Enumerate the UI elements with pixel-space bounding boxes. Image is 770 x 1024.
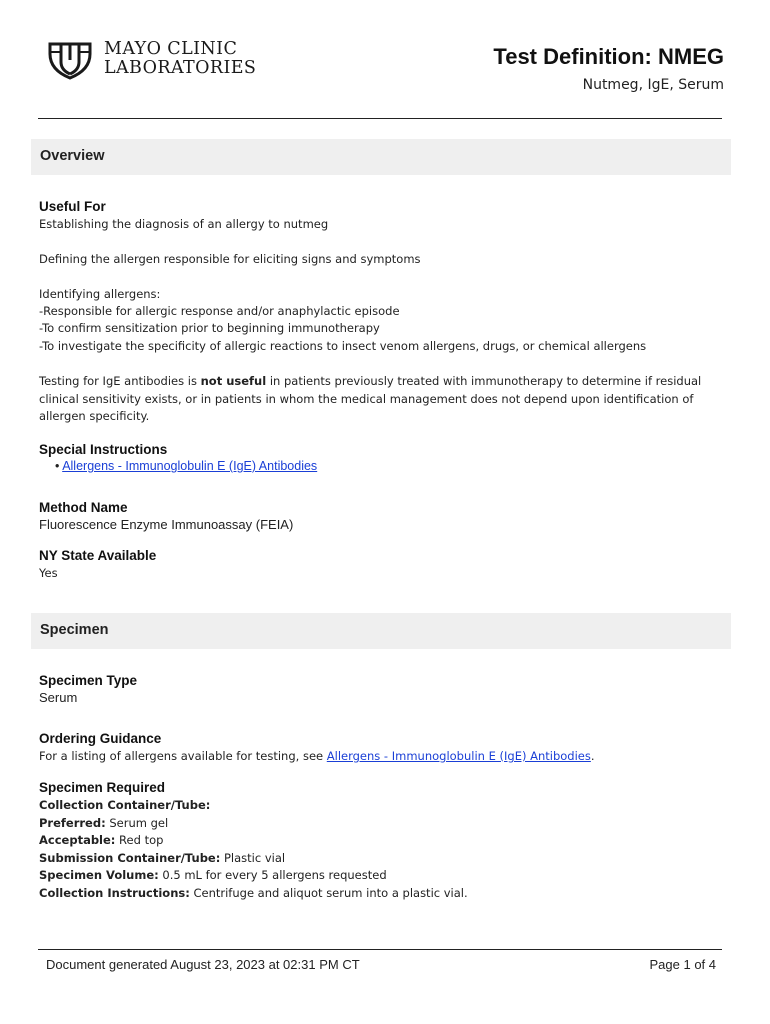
useful-for-line: Identifying allergens: bbox=[39, 287, 161, 301]
note-emphasis: not useful bbox=[200, 374, 267, 388]
field-label: Collection Instructions: bbox=[39, 886, 190, 900]
method-name-value: Fluorescence Enzyme Immunoassay (FEIA) bbox=[39, 517, 294, 532]
special-instructions-heading: Special Instructions bbox=[39, 442, 168, 457]
useful-for-line: Defining the allergen responsible for eliciting signs and symptoms bbox=[39, 252, 421, 266]
note-text: in patients previously treated with immunotherapy to determine if residual clinical sensitivity exists, or in patients in whom the medical management does not depend upon identification of allergen specificity. bbox=[39, 374, 702, 423]
footer-divider bbox=[38, 949, 722, 950]
useful-for-line: -To investigate the specificity of allergic reactions to insect venom allergens, drugs, or chemical allergens bbox=[39, 339, 647, 353]
ordering-guidance-post: . bbox=[590, 749, 595, 763]
method-name-heading: Method Name bbox=[39, 500, 128, 515]
field-value: Centrifuge and aliquot serum into a plastic vial. bbox=[189, 886, 468, 900]
ordering-guidance-pre: For a listing of allergens available for testing, see bbox=[39, 749, 327, 763]
field-value: Plastic vial bbox=[220, 851, 286, 865]
volume-row bbox=[39, 867, 387, 885]
useful-for-line: Establishing the diagnosis of an allergy to nutmeg bbox=[39, 217, 329, 231]
ny-state-value: Yes bbox=[39, 566, 58, 580]
page-number: Page 1 of 4 bbox=[649, 957, 716, 972]
preferred-row bbox=[39, 815, 168, 833]
ordering-guidance-heading: Ordering Guidance bbox=[39, 731, 162, 746]
overview-section-title: Overview bbox=[40, 148, 105, 164]
acceptable-row bbox=[39, 832, 163, 850]
mayo-logo bbox=[44, 40, 256, 80]
logo-line-2: LABORATORIES bbox=[104, 58, 257, 78]
field-label: Acceptable: bbox=[39, 833, 116, 847]
useful-for-line: -To confirm sensitization prior to beginning immunotherapy bbox=[39, 321, 380, 335]
field-label: Collection Container/Tube: bbox=[39, 798, 211, 812]
useful-for-heading: Useful For bbox=[39, 199, 106, 214]
overview-section-bar bbox=[31, 139, 731, 175]
logo-line-1: MAYO CLINIC bbox=[104, 39, 238, 59]
instructions-row bbox=[39, 885, 468, 903]
allergens-link[interactable]: Allergens - Immunoglobulin E (IgE) Antibodies bbox=[62, 459, 318, 473]
field-value: Serum gel bbox=[105, 816, 169, 830]
useful-for-line: -Responsible for allergic response and/or anaphylactic episode bbox=[39, 304, 400, 318]
allergens-link[interactable]: Allergens - Immunoglobulin E (IgE) Antibodies bbox=[326, 749, 591, 763]
field-value: Red top bbox=[115, 833, 164, 847]
specimen-type-heading: Specimen Type bbox=[39, 673, 138, 688]
bullet: • bbox=[55, 459, 60, 473]
ordering-guidance-text bbox=[39, 748, 595, 766]
ny-state-heading: NY State Available bbox=[39, 548, 157, 563]
field-label: Preferred: bbox=[39, 816, 106, 830]
field-label: Specimen Volume: bbox=[39, 868, 159, 882]
specimen-required-heading: Specimen Required bbox=[39, 780, 166, 795]
note-text: Testing for IgE antibodies is bbox=[39, 374, 201, 388]
page-title: Test Definition: NMEG bbox=[493, 44, 724, 69]
collection-container-label bbox=[39, 797, 210, 815]
mayo-shield-icon bbox=[44, 40, 96, 80]
submission-row bbox=[39, 850, 285, 868]
special-instructions-item bbox=[55, 459, 317, 473]
page-subtitle: Nutmeg, IgE, Serum bbox=[582, 77, 724, 93]
generated-timestamp: Document generated August 23, 2023 at 02:31 PM CT bbox=[46, 957, 360, 972]
specimen-section-bar bbox=[31, 613, 731, 649]
field-label: Submission Container/Tube: bbox=[39, 851, 221, 865]
specimen-section-title: Specimen bbox=[40, 622, 109, 638]
useful-for-note bbox=[39, 373, 709, 426]
specimen-type-value: Serum bbox=[39, 690, 78, 705]
field-value: 0.5 mL for every 5 allergens requested bbox=[158, 868, 387, 882]
header-divider bbox=[38, 118, 722, 119]
